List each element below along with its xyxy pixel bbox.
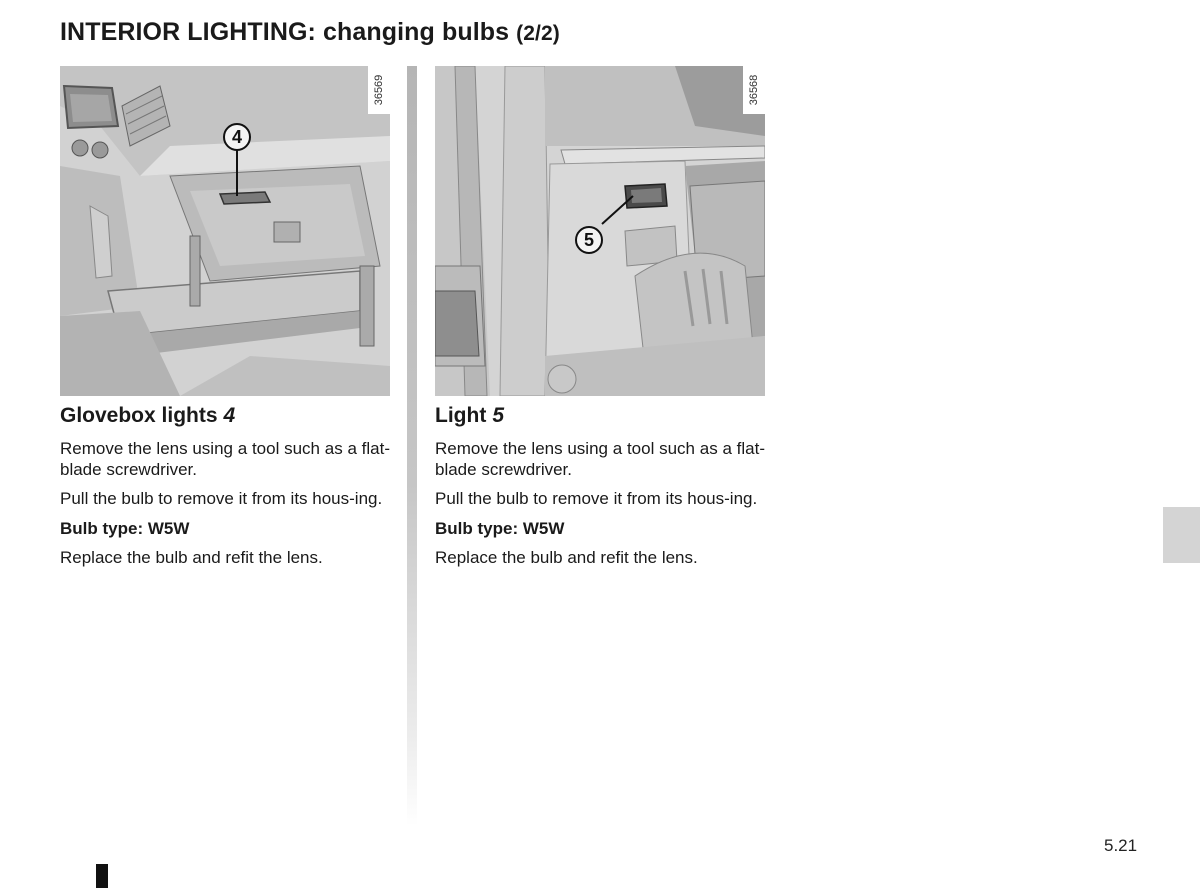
heading-ref-number: 5 <box>492 404 504 427</box>
left-column <box>60 66 390 568</box>
section-heading: Light 5 <box>435 404 504 427</box>
side-light-illustration <box>435 66 765 396</box>
title-main: INTERIOR LIGHTING: changing bulbs <box>60 18 510 46</box>
instruction-pull-bulb: Pull the bulb to remove it from its hous-ing. <box>435 489 758 508</box>
instruction-remove-lens: Remove the lens using a tool such as a flat-blade screwdriver. <box>435 439 765 479</box>
crop-mark <box>96 864 108 888</box>
callout-marker: 4 <box>223 123 251 151</box>
bulb-type: Bulb type: W5W <box>60 519 190 538</box>
bulb-type: Bulb type: W5W <box>435 519 565 538</box>
instruction-remove-lens: Remove the lens using a tool such as a flat-blade screwdriver. <box>60 439 390 479</box>
chapter-tab <box>1163 507 1200 563</box>
instruction-replace-bulb: Replace the bulb and refit the lens. <box>435 548 698 567</box>
right-column <box>435 66 765 568</box>
column-divider <box>407 66 417 826</box>
section-heading: Glovebox lights 4 <box>60 404 236 427</box>
glovebox-drawing <box>60 66 390 396</box>
image-reference-code: 36568 <box>743 66 765 114</box>
glovebox-illustration <box>60 66 390 396</box>
instruction-pull-bulb: Pull the bulb to remove it from its hous-ing. <box>60 489 383 508</box>
page-title <box>60 18 560 47</box>
callout-marker: 5 <box>575 226 603 254</box>
title-suffix: (2/2) <box>516 22 560 45</box>
image-reference-code: 36569 <box>368 66 390 114</box>
heading-ref-number: 4 <box>223 404 236 427</box>
instruction-replace-bulb: Replace the bulb and refit the lens. <box>60 548 323 567</box>
page-number: 5.21 <box>1104 836 1138 855</box>
